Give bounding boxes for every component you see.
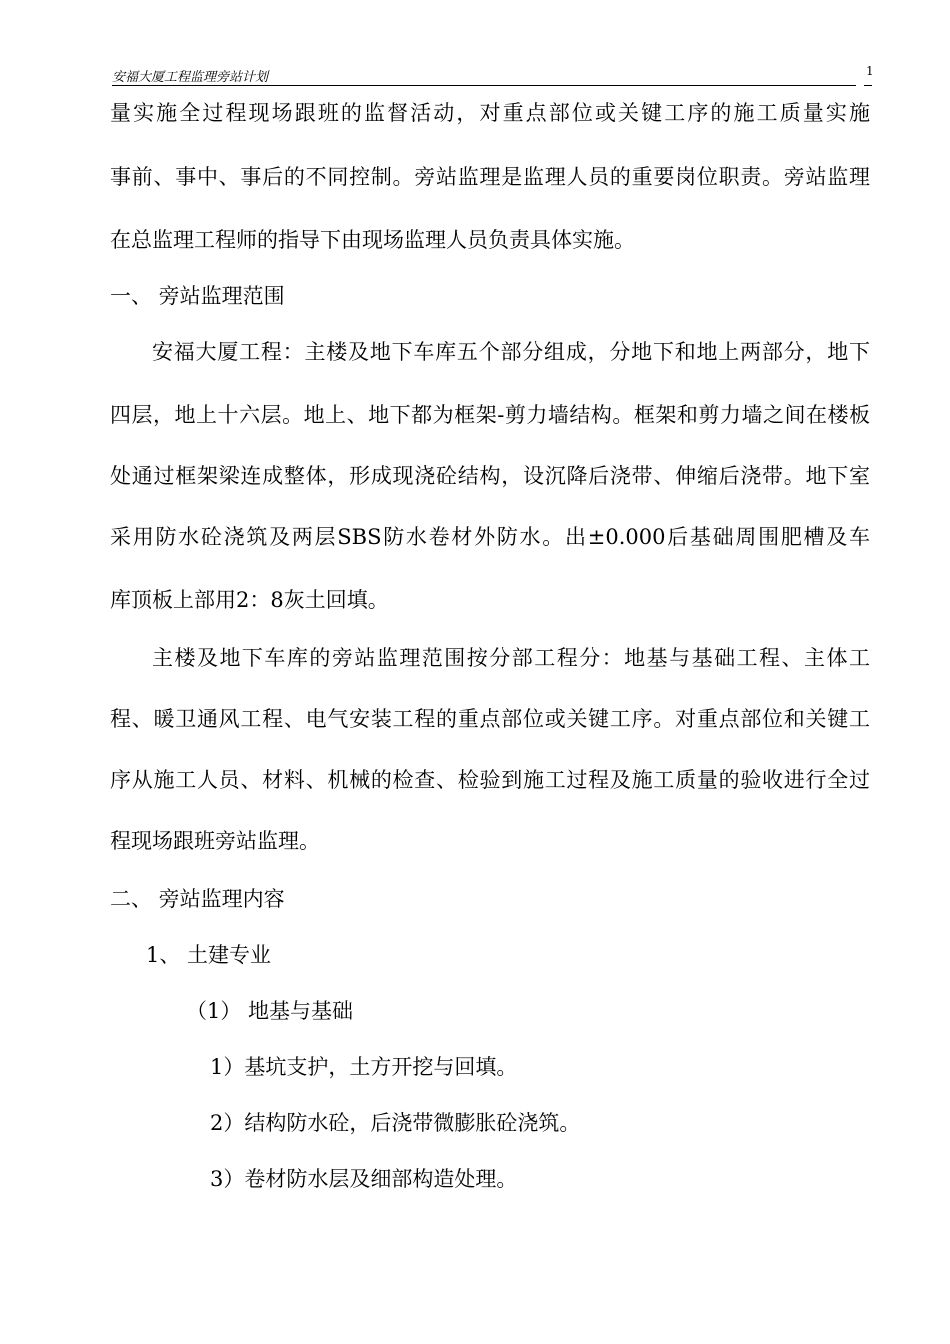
page-header xyxy=(112,64,874,88)
paragraph-line: 序从施工人员、材料、机械的检查、检验到施工过程及施工质量的验收进行全过 xyxy=(110,768,870,792)
subsection-heading-foundation: （1） 地基与基础 xyxy=(186,999,354,1023)
paragraph-line: 程、暖卫通风工程、电气安装工程的重点部位或关键工序。对重点部位和关键工 xyxy=(110,707,870,731)
list-item: 3）卷材防水层及细部构造处理。 xyxy=(210,1167,518,1191)
section-heading-content: 二、 旁站监理内容 xyxy=(110,887,285,911)
paragraph-line: 四层，地上十六层。地上、地下都为框架-剪力墙结构。框架和剪力墙之间在楼板 xyxy=(110,403,870,427)
paragraph-line: 在总监理工程师的指导下由现场监理人员负责具体实施。 xyxy=(110,228,635,252)
paragraph-line: 程现场跟班旁站监理。 xyxy=(110,829,320,853)
paragraph-line: 库顶板上部用2：8灰土回填。 xyxy=(110,588,389,612)
paragraph-line: 事前、事中、事后的不同控制。旁站监理是监理人员的重要岗位职责。旁站监理 xyxy=(110,165,870,189)
page-number: 1 xyxy=(866,64,874,78)
subsection-heading-civil: 1、 土建专业 xyxy=(146,943,272,967)
paragraph-line: 安福大厦工程：主楼及地下车库五个部分组成，分地下和地上两部分，地下 xyxy=(152,340,870,364)
section-heading-scope: 一、 旁站监理范围 xyxy=(110,284,285,308)
paragraph-line: 量实施全过程现场跟班的监督活动，对重点部位或关键工序的施工质量实施 xyxy=(110,101,870,125)
paragraph-line: 主楼及地下车库的旁站监理范围按分部工程分：地基与基础工程、主体工 xyxy=(152,646,870,670)
page-number-rule xyxy=(864,85,872,86)
list-item: 2）结构防水砼，后浇带微膨胀砼浇筑。 xyxy=(210,1111,581,1135)
paragraph-line: 处通过框架梁连成整体，形成现浇砼结构，设沉降后浇带、伸缩后浇带。地下室 xyxy=(110,464,870,488)
paragraph-line: 采用防水砼浇筑及两层SBS防水卷材外防水。出±0.000后基础周围肥槽及车 xyxy=(110,525,870,549)
header-title: 安福大厦工程监理旁站计划 xyxy=(112,70,269,85)
header-rule xyxy=(112,85,856,86)
list-item: 1）基坑支护，土方开挖与回填。 xyxy=(210,1055,518,1079)
